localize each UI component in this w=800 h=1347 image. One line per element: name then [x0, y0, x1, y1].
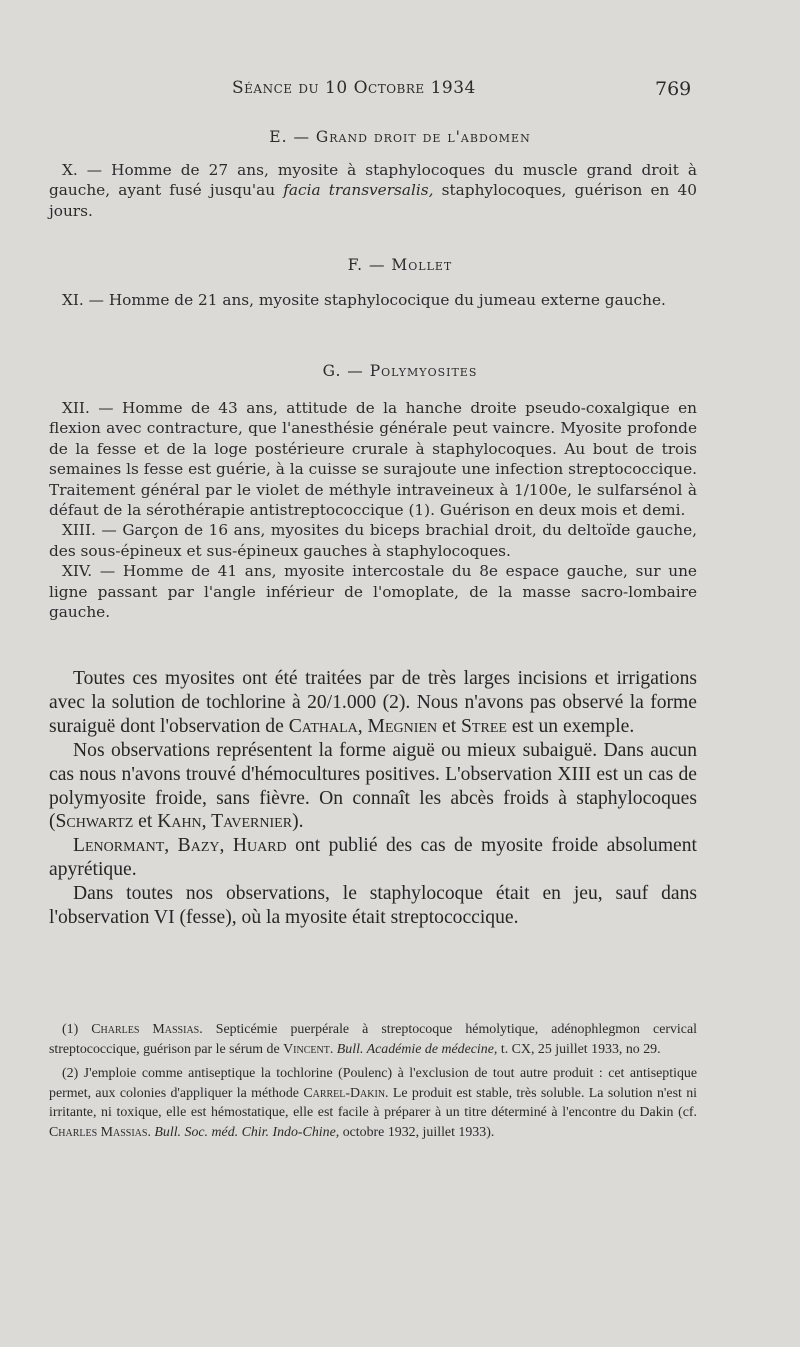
obs-xi-text: XI. — Homme de 21 ans, myosite staphylococique du jumeau externe gauche.: [62, 291, 666, 309]
p2-text: Nos observations représentent la forme aiguë ou mieux subaiguë. Dans aucun cas nous n'avons trouvé d'hémocultures positives. L'observation XIII est un cas de polymyosite froide, sans fièvre. On connaît les abcès froids à staphylocoques (: [49, 739, 697, 833]
fn1-marker: (1): [62, 1022, 92, 1037]
fn2-method: Carrel-Dakin: [303, 1085, 386, 1101]
fn1-author2: Vincent: [283, 1041, 330, 1057]
obs-xiii-text: XIII. — Garçon de 16 ans, myosites du biceps brachial droit, du deltoïde gauche, des sous-épineux et sus-épineux gauches à staphylocoques.: [49, 521, 697, 560]
paragraph-2: [49, 739, 697, 835]
fn2-sep: .: [147, 1124, 155, 1140]
footnotes: [49, 1020, 697, 1148]
observation-group-g: [49, 398, 697, 622]
fn2-author: Charles Massias: [49, 1124, 148, 1140]
section-heading-e: E. — Grand droit de l'abdomen: [269, 128, 531, 146]
p1-authors: Cathala, Megnien: [288, 715, 438, 737]
main-text: [49, 667, 697, 930]
section-heading-g: G. — Polymyosites: [322, 362, 478, 380]
fn1-ref: t. CX, 25 juillet 1933, no 29.: [497, 1041, 661, 1057]
p3-authors: Lenormant, Bazy, Huard: [73, 835, 287, 857]
page-number: 769: [655, 78, 692, 100]
obs-x-italic: facia transversalis,: [283, 181, 434, 200]
footnote-1: [49, 1020, 697, 1059]
obs-x-text: X. — Homme de 27 ans, myosite à staphylocoques du muscle grand droit à gauche, ayant fusé jusqu'au: [49, 161, 697, 200]
paragraph-4: Dans toutes nos observations, le staphylocoque était en jeu, sauf dans l'observation VI (fesse), où la myosite était streptococcique.: [49, 883, 697, 929]
running-head: [0, 76, 800, 106]
fn1-author: Charles Massias: [91, 1022, 200, 1037]
p1-conj: et: [437, 715, 462, 737]
obs-xiv-text: XIV. — Homme de 41 ans, myosite intercostale du 8e espace gauche, sur une ligne passant par l'angle inférieur de l'omoplate, de la masse sacro-lombaire gauche.: [49, 562, 697, 622]
observation-xi: [49, 290, 697, 310]
fn1-sep: .: [329, 1041, 337, 1057]
p2-author: Schwartz: [55, 811, 134, 833]
running-title: Séance du 10 Octobre 1934: [232, 78, 476, 98]
footnote-2: [49, 1064, 697, 1142]
p3-text: ont publié des cas de myosite froide absolument apyrétique.: [49, 835, 697, 881]
p2-end: ).: [292, 811, 304, 833]
section-heading-f: F. — Mollet: [347, 256, 453, 274]
p1-author2: Stree: [461, 715, 507, 737]
paragraph-1: [49, 667, 697, 739]
obs-x-text-end: staphylocoques, guérison en 40 jours.: [49, 181, 697, 220]
p2-authors: Kahn, Tavernier: [157, 811, 293, 833]
obs-xii-text: XII. — Homme de 43 ans, attitude de la hanche droite pseudo-coxalgique en flexion avec contracture, que l'anesthésie générale peut vaincre. Myosite profonde de la fesse et de la loge postérieure crurale à staphylocoques. Au bout de trois semaines ls fesse est guérie, à la cuisse se surajoute une infection streptococcique. Traitement général par le violet de méthyle intraveineux à 1/100e, le sulfarsénol à défaut de la sérothérapie antistreptococcique (1). Guérison en deux mois et demi.: [49, 399, 697, 520]
p1-text: Toutes ces myosites ont été traitées par de très larges incisions et irrigations avec la solution de tochlorine à 20/1.000 (2). Nous n'avons pas observé la forme suraiguë dont l'observation de: [49, 668, 697, 737]
fn1-journal: Bull. Académie de médecine,: [336, 1041, 498, 1057]
fn2-journal: Bull. Soc. méd. Chir. Indo-Chine,: [154, 1124, 340, 1140]
fn2-text: (2) J'emploie comme antiseptique la tochlorine (Poulenc) à l'exclusion de tout autre produit : cet antiseptique permet, aux colonies d'appliquer la méthode: [49, 1066, 697, 1101]
p1-end: est un exemple.: [506, 715, 635, 737]
paragraph-3: [49, 834, 697, 882]
p2-conj: et: [133, 811, 158, 833]
fn1-text: . Septicémie puerpérale à streptocoque hémolytique, adénophlegmon cervical streptococcique, guérison par le sérum de: [49, 1022, 697, 1057]
fn2-ref: octobre 1932, juillet 1933).: [339, 1124, 495, 1140]
observation-x: [49, 160, 697, 221]
fn2-text-2: . Le produit est stable, très soluble. La solution n'est ni irritante, ni toxique, elle est hémostatique, elle est facile à préparer à un titre déterminé à l'encontre du Dakin (cf.: [49, 1085, 698, 1121]
